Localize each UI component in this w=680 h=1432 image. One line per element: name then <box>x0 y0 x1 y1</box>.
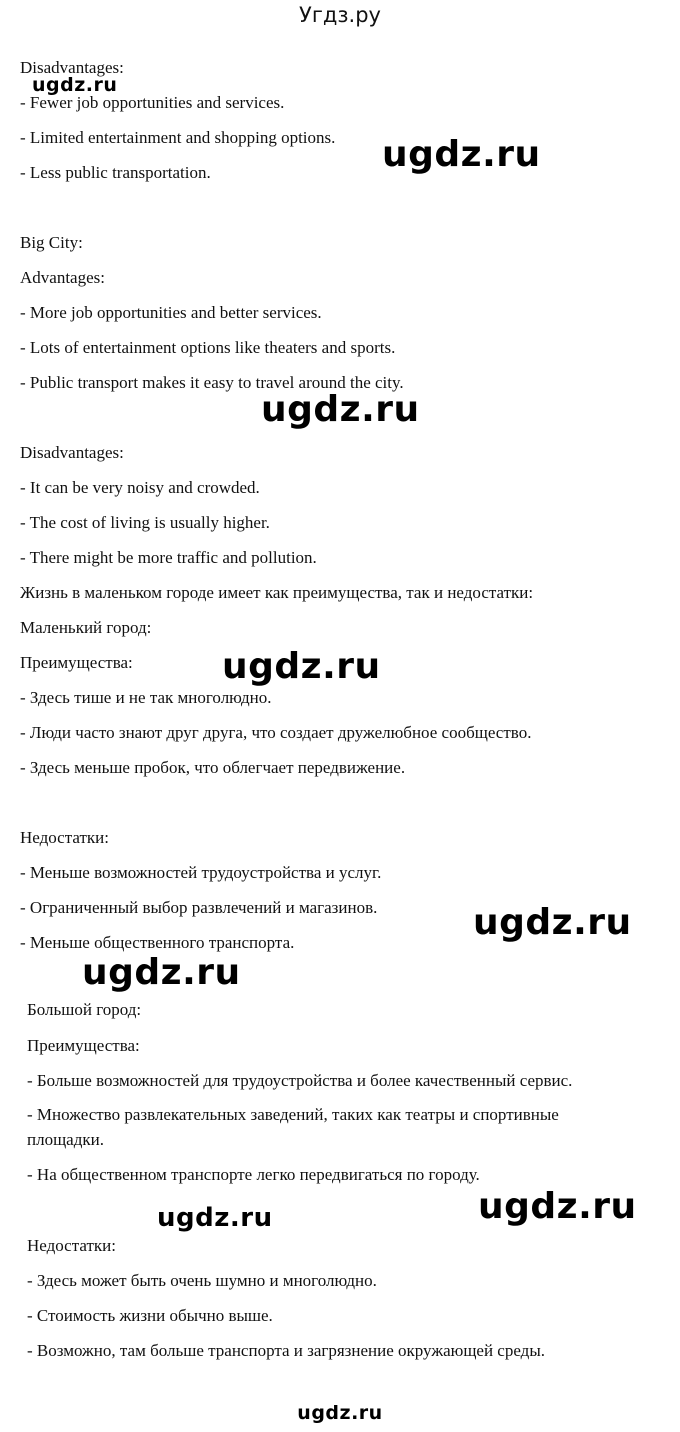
watermark: ugdz.ru <box>32 74 118 96</box>
list-item: - More job opportunities and better services. <box>20 303 322 322</box>
list-item: - Люди часто знают друг друга, что создает дружелюбное сообщество. <box>20 723 532 742</box>
subsection-heading: Недостатки: <box>27 1236 116 1255</box>
watermark: ugdz.ru <box>82 952 241 993</box>
list-item: - Стоимость жизни обычно выше. <box>27 1306 273 1325</box>
section-heading: Большой город: <box>27 1000 142 1019</box>
subsection-heading: Преимущества: <box>27 1036 140 1055</box>
list-item: - Lots of entertainment options like theaters and sports. <box>20 338 396 357</box>
subsection-heading: Disadvantages: <box>20 443 124 462</box>
list-item: - Здесь тише и не так многолюдно. <box>20 688 272 707</box>
subsection-heading: Недостатки: <box>20 828 109 847</box>
list-item: - Больше возможностей для трудоустройства и более качественный сервис. <box>27 1071 573 1090</box>
list-item: - Less public transportation. <box>20 163 211 182</box>
watermark: ugdz.ru <box>261 389 420 430</box>
list-item: - Меньше общественного транспорта. <box>20 933 295 952</box>
list-item: - Здесь меньше пробок, что облегчает передвижение. <box>20 758 406 777</box>
list-item: - Ограниченный выбор развлечений и магазинов. <box>20 898 378 917</box>
section-heading: Disadvantages: <box>20 58 124 77</box>
list-item: - It can be very noisy and crowded. <box>20 478 260 497</box>
watermark: ugdz.ru <box>297 1402 383 1424</box>
list-item-continuation: площадки. <box>27 1130 104 1149</box>
list-item: - Здесь может быть очень шумно и многолюдно. <box>27 1271 377 1290</box>
list-item: - На общественном транспорте легко передвигаться по городу. <box>27 1165 480 1184</box>
page-title: Угдз.ру <box>299 3 381 27</box>
intro-text: Жизнь в маленьком городе имеет как преимущества, так и недостатки: <box>20 583 534 602</box>
list-item: - Fewer job opportunities and services. <box>20 93 285 112</box>
list-item: - Public transport makes it easy to travel around the city. <box>20 373 404 392</box>
section-heading: Big City: <box>20 233 83 252</box>
section-heading: Маленький город: <box>20 618 152 637</box>
list-item: - There might be more traffic and pollution. <box>20 548 317 567</box>
list-item: - Limited entertainment and shopping options. <box>20 128 336 147</box>
watermark: ugdz.ru <box>222 646 381 687</box>
watermark: ugdz.ru <box>157 1203 273 1233</box>
subsection-heading: Advantages: <box>20 268 105 287</box>
list-item: - Меньше возможностей трудоустройства и услуг. <box>20 863 382 882</box>
subsection-heading: Преимущества: <box>20 653 133 672</box>
watermark: ugdz.ru <box>478 1186 637 1227</box>
watermark: ugdz.ru <box>473 902 632 943</box>
list-item: - Множество развлекательных заведений, таких как театры и спортивные <box>27 1105 559 1124</box>
list-item: - The cost of living is usually higher. <box>20 513 270 532</box>
list-item: - Возможно, там больше транспорта и загрязнение окружающей среды. <box>27 1341 545 1360</box>
watermark: ugdz.ru <box>382 134 541 175</box>
